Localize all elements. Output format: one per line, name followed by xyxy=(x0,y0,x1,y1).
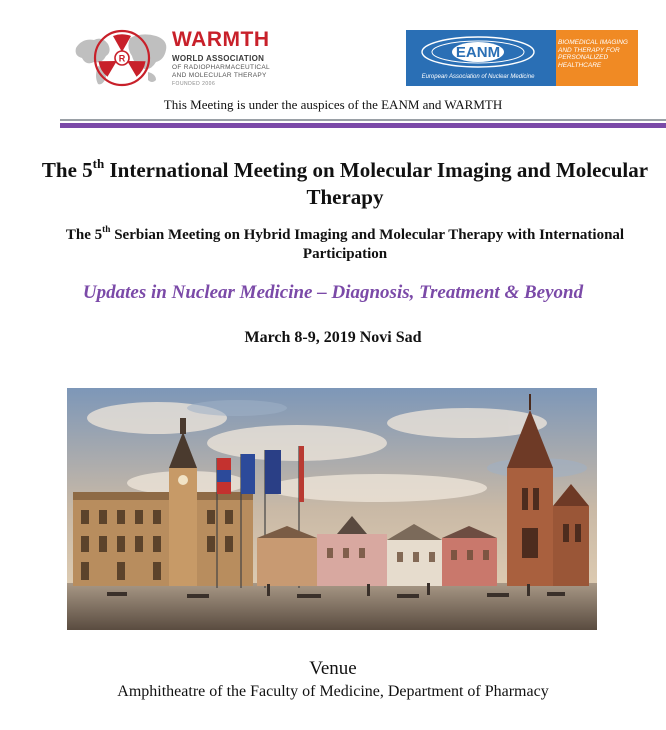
eanm-logo xyxy=(406,30,638,86)
sub-title: The 5th Serbian Meeting on Hybrid Imaging and Molecular Therapy with International Participation xyxy=(65,225,625,262)
divider-purple xyxy=(60,123,666,128)
divider-thin xyxy=(60,119,666,121)
warmth-name: WARMTH xyxy=(172,28,270,51)
warmth-line2: OF RADIOPHARMACEUTICAL xyxy=(172,64,270,71)
warmth-radiation-symbol-icon xyxy=(72,26,172,90)
main-title: The 5th International Meeting on Molecular Imaging and Molecular Therapy xyxy=(41,155,649,209)
auspices-note: This Meeting is under the auspices of the EANM and WARMTH xyxy=(163,97,503,112)
svg-text:R: R xyxy=(118,53,126,64)
tagline: Updates in Nuclear Medicine – Diagnosis, Treatment & Beyond xyxy=(82,282,584,303)
warmth-founded: FOUNDED 2006 xyxy=(172,81,216,87)
warmth-line3: AND MOLECULAR THERAPY xyxy=(172,72,267,79)
eanm-tagline: BIOMEDICAL IMAGING AND THERAPY FOR PERSONALIZED HEALTHCARE xyxy=(558,39,628,69)
warmth-line1: WORLD ASSOCIATION xyxy=(172,54,265,63)
venue-address: Amphitheatre of the Faculty of Medicine, Department of Pharmacy xyxy=(117,683,549,700)
warmth-logo xyxy=(72,24,287,92)
town-square-photo xyxy=(67,388,597,630)
venue-label: Venue xyxy=(309,658,357,679)
event-date: March 8-9, 2019 Novi Sad xyxy=(244,329,422,346)
svg-text:European Association of Nuclea: European Association of Nuclear Medicine xyxy=(421,74,535,80)
eanm-ellipse-icon xyxy=(412,34,552,82)
svg-text:EANM: EANM xyxy=(455,44,501,61)
